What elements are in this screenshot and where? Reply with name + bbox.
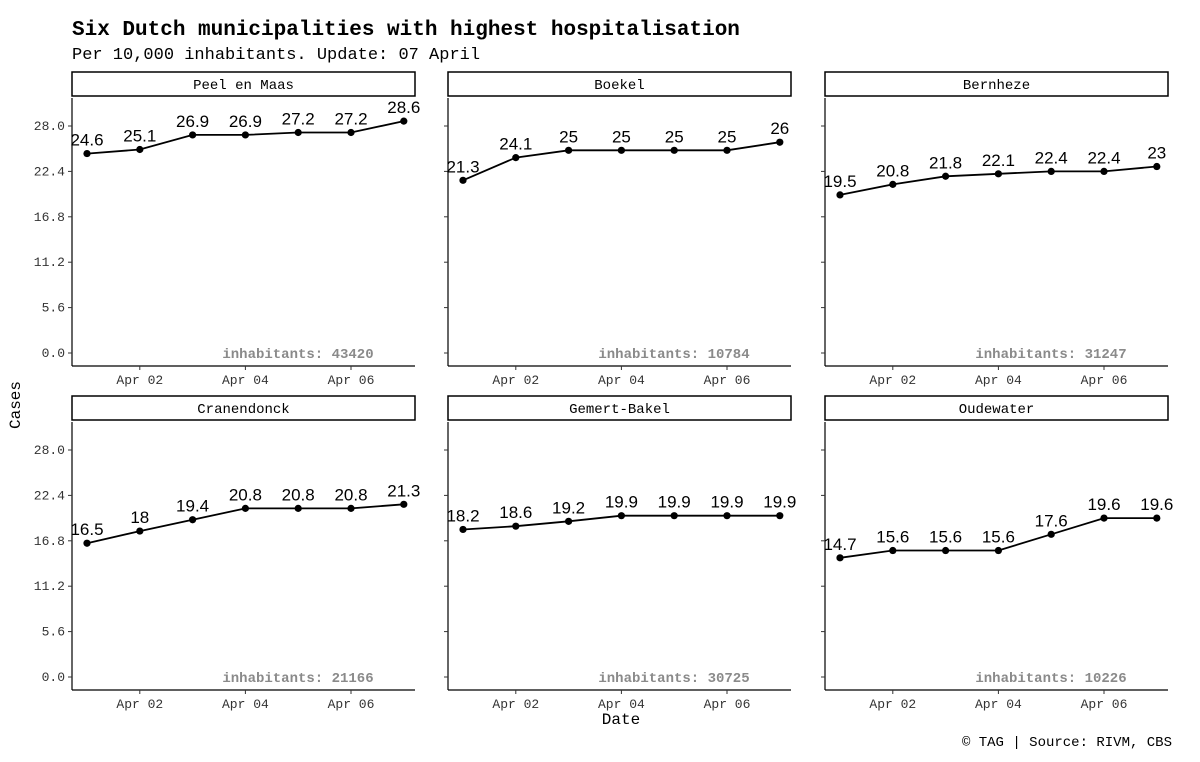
data-point [242,131,249,138]
data-label: 19.9 [710,492,744,512]
data-label: 27.2 [281,109,315,129]
y-tick-label: 28.0 [33,119,65,134]
data-point [83,540,90,547]
y-tick-label: 11.2 [33,579,65,595]
data-point [565,518,572,525]
data-label: 21.3 [387,481,421,501]
x-tick-label: Apr 04 [221,373,269,388]
panels [34,72,1174,712]
panel-strip-label: Boekel [594,78,645,94]
panel-3 [821,72,1168,388]
panel-strip-label: Cranendonck [197,402,290,418]
data-label: 24.6 [70,130,104,150]
data-point [1153,515,1160,522]
x-tick-label: Apr 06 [703,697,751,712]
data-point [671,147,678,154]
y-tick-label: 11.2 [33,255,65,271]
data-point [995,547,1002,554]
data-point [295,505,302,512]
x-tick-label: Apr 02 [869,373,917,388]
data-label: 25 [664,127,684,147]
data-point [836,554,843,561]
chart-subtitle: Per 10,000 inhabitants. Update: 07 April [72,46,481,65]
x-tick-label: Apr 04 [974,697,1022,712]
y-tick-label: 22.4 [33,164,65,180]
y-tick-label: 16.8 [33,209,65,225]
x-tick-label: Apr 04 [974,373,1022,388]
y-axis-title: Cases [7,380,25,430]
data-label: 14.7 [823,534,857,554]
data-label: 21.8 [929,153,963,173]
inhabitants-annotation: inhabitants: 10226 [975,671,1127,687]
data-point [889,547,896,554]
data-label: 19.4 [176,496,210,516]
data-point [83,150,90,157]
data-label: 25 [611,127,631,147]
data-point [1048,531,1055,538]
x-tick-label: Apr 06 [327,373,375,388]
x-tick-label: Apr 04 [221,697,269,712]
data-label: 15.6 [876,527,910,547]
x-tick-label: Apr 02 [492,697,540,712]
x-tick-label: Apr 06 [1080,373,1128,388]
data-point [136,146,143,153]
data-label: 19.5 [823,171,857,191]
data-label: 26.9 [176,111,210,131]
inhabitants-annotation: inhabitants: 43420 [222,347,374,363]
data-point [136,527,143,534]
data-label: 19.6 [1087,495,1121,515]
data-label: 24.1 [499,134,533,154]
data-point [565,147,572,154]
data-label: 22.1 [981,150,1015,170]
data-point [776,512,783,519]
data-point [889,181,896,188]
y-tick-label: 28.0 [33,443,65,458]
data-point [723,147,730,154]
data-label: 25.1 [123,126,157,146]
x-tick-label: Apr 02 [492,373,540,388]
panel-4 [34,396,421,712]
inhabitants-annotation: inhabitants: 31247 [975,347,1127,363]
data-label: 20.8 [334,485,368,505]
data-label: 25 [717,127,737,147]
data-point [776,139,783,146]
data-point [459,526,466,533]
data-label: 26 [770,119,790,139]
data-point [347,505,354,512]
data-point [942,547,949,554]
data-label: 19.6 [1140,495,1174,515]
panel-5 [444,396,796,712]
x-tick-label: Apr 02 [116,697,164,712]
data-point [459,177,466,184]
data-label: 27.2 [334,109,368,129]
inhabitants-annotation: inhabitants: 21166 [222,671,374,687]
data-point [995,170,1002,177]
panel-strip-label: Peel en Maas [193,78,294,94]
data-label: 15.6 [929,527,963,547]
data-label: 20.8 [876,161,910,181]
data-point [400,118,407,125]
data-label: 26.9 [228,111,262,131]
x-tick-label: Apr 06 [1080,697,1128,712]
data-point [347,129,354,136]
data-point [295,129,302,136]
data-label: 17.6 [1034,511,1068,531]
data-point [723,512,730,519]
panel-strip-label: Bernheze [962,78,1031,94]
data-point [1100,515,1107,522]
data-label: 21.3 [446,157,480,177]
data-point [400,501,407,508]
data-label: 18 [130,508,150,528]
y-tick-label: 16.8 [33,533,65,549]
data-point [189,516,196,523]
y-tick-label: 5.6 [41,300,65,316]
data-point [242,505,249,512]
y-tick-label: 5.6 [41,624,65,640]
data-point [189,131,196,138]
data-label: 22.4 [1087,148,1121,168]
data-label: 15.6 [981,527,1015,547]
data-label: 22.4 [1034,148,1068,168]
data-label: 25 [559,127,579,147]
data-label: 19.2 [552,498,586,518]
data-label: 18.6 [499,503,533,523]
data-point [1153,163,1160,170]
data-point [836,191,843,198]
y-tick-label: 0.0 [41,346,65,361]
data-label: 20.8 [281,485,315,505]
data-label: 28.6 [387,98,421,118]
y-tick-label: 0.0 [41,670,65,685]
panel-strip-label: Oudewater [958,402,1035,418]
data-point [618,147,625,154]
data-point [1100,168,1107,175]
chart-title: Six Dutch municipalities with highest hospitalisation [72,19,740,42]
data-point [671,512,678,519]
inhabitants-annotation: inhabitants: 10784 [598,347,750,363]
data-label: 16.5 [70,520,104,540]
x-tick-label: Apr 06 [703,373,751,388]
panel-2 [444,72,791,388]
data-label: 20.8 [228,485,262,505]
data-point [1048,168,1055,175]
panel-1 [34,72,421,388]
y-tick-label: 22.4 [33,488,65,504]
x-axis-title: Date [601,711,641,729]
data-label: 19.9 [604,492,638,512]
x-tick-label: Apr 02 [869,697,917,712]
chart-caption: © TAG | Source: RIVM, CBS [961,735,1172,751]
data-label: 23 [1147,143,1167,163]
data-point [618,512,625,519]
x-tick-label: Apr 04 [597,697,645,712]
data-label: 18.2 [446,506,480,526]
data-point [942,173,949,180]
inhabitants-annotation: inhabitants: 30725 [598,671,750,687]
data-point [512,523,519,530]
panel-6 [821,396,1173,712]
panel-strip-label: Gemert-Bakel [569,402,670,418]
data-label: 19.9 [657,492,691,512]
x-tick-label: Apr 06 [327,697,375,712]
data-label: 19.9 [763,492,797,512]
x-tick-label: Apr 04 [597,373,645,388]
data-point [512,154,519,161]
x-tick-label: Apr 02 [116,373,164,388]
